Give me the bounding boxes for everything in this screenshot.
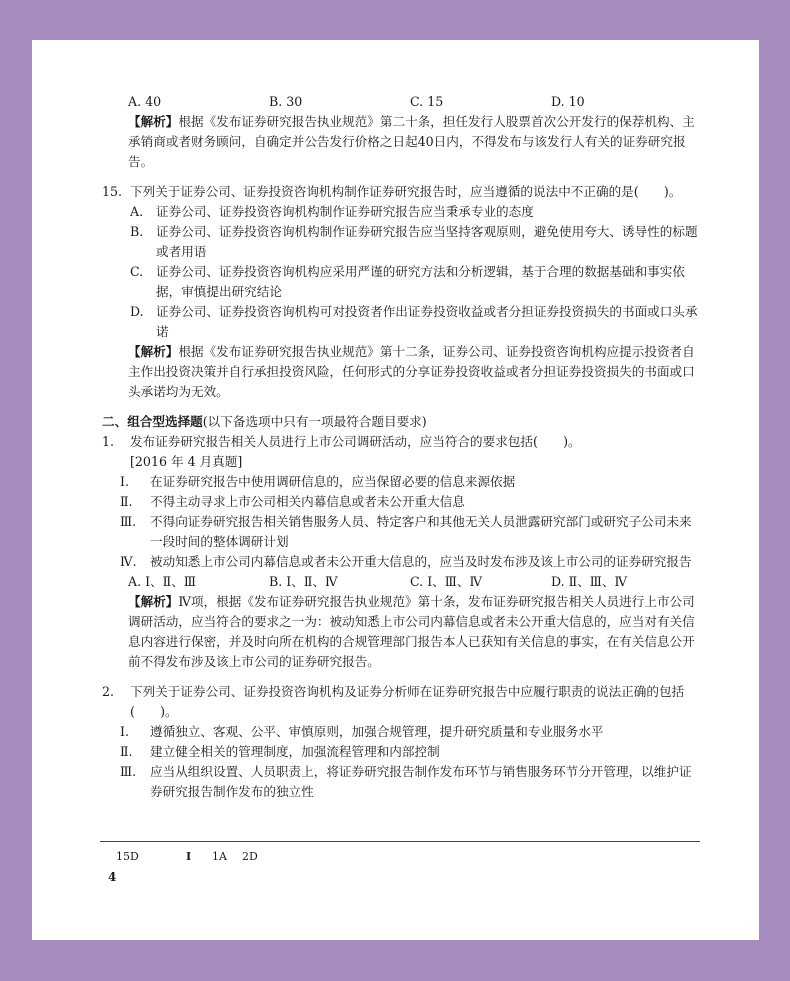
prev-choice-d: D. 10 <box>551 94 585 109</box>
choice-b: B. Ⅰ、Ⅱ、Ⅳ <box>269 574 338 589</box>
analysis-label: 【解析】 <box>128 594 179 609</box>
item-label: Ⅲ. <box>120 514 137 529</box>
footer-divider <box>100 841 700 842</box>
option-label: A. <box>130 204 144 219</box>
question-stem: 下列关于证券公司、证券投资咨询机构制作证券研究报告时，应当遵循的说法中不正确的是( )。 <box>130 184 682 199</box>
prev-analysis <box>102 112 702 172</box>
section-note: (以下备选项中只有一项最符合题目要求) <box>202 414 427 429</box>
answer-1: 1A <box>212 850 227 863</box>
roman-item-1 <box>102 722 702 742</box>
roman-item-2 <box>102 742 702 762</box>
option-label: B. <box>130 224 144 239</box>
option-b <box>102 222 702 262</box>
document-page <box>32 40 759 940</box>
question-stem: 发布证券研究报告相关人员进行上市公司调研活动，应当符合的要求包括( )。 [2016 年 4 月真题] <box>130 434 581 469</box>
combo-question-1 <box>102 432 702 472</box>
question-number: 2. <box>102 684 115 699</box>
analysis-label: 【解析】 <box>128 344 179 359</box>
q15-analysis <box>102 342 702 402</box>
analysis-label: 【解析】 <box>128 114 179 129</box>
prev-choice-b: B. 30 <box>269 94 303 109</box>
question-stem: 下列关于证券公司、证券投资咨询机构及证券分析师在证券研究报告中应履行职责的说法正确的包括( )。 <box>130 684 685 719</box>
section-heading <box>102 412 702 432</box>
choice-c: C. Ⅰ、Ⅲ、Ⅳ <box>410 574 483 589</box>
option-a <box>102 202 702 222</box>
item-label: Ⅰ. <box>120 474 129 489</box>
roman-item-2 <box>102 492 702 512</box>
answer-2: 2D <box>242 850 258 863</box>
question-number: 15. <box>102 184 123 199</box>
item-label: Ⅱ. <box>120 744 133 759</box>
item-text: 被动知悉上市公司内幕信息或者未公开重大信息的，应当及时发布涉及该上市公司的证券研究报告 <box>150 554 692 569</box>
option-text: 证券公司、证券投资咨询机构制作证券研究报告应当坚持客观原则，避免使用夸大、诱导性的标题或者用语 <box>156 224 698 259</box>
prev-choice-c: C. 15 <box>410 94 444 109</box>
roman-item-3 <box>102 762 702 802</box>
choice-d: D. Ⅱ、Ⅲ、Ⅳ <box>551 574 628 589</box>
item-text: 建立健全相关的管理制度，加强流程管理和内部控制 <box>150 744 440 759</box>
option-label: D. <box>130 304 144 319</box>
roman-item-4 <box>102 552 702 572</box>
item-text: 遵循独立、客观、公平、审慎原则，加强合规管理，提升研究质量和专业服务水平 <box>150 724 604 739</box>
prev-analysis-text: 根据《发布证券研究报告执业规范》第二十条，担任发行人股票首次公开发行的保荐机构、主承销商或者财务顾问，自确定并公告发行价格之日起40日内，不得发布与该发行人有关的证券研究报告。 <box>128 114 695 169</box>
roman-item-3 <box>102 512 702 552</box>
cq1-analysis-text: Ⅳ项，根据《发布证券研究报告执业规范》第十条，发布证券研究报告相关人员进行上市公司调研活动，应当符合的要求之一为：被动知悉上市公司内幕信息或者未公开重大信息的，应当对有关信息内容进行保密，并及时向所在机构的合规管理部门报告本人已获知有关信息的事实，在有关信息公开前不得发布涉及该上市公司的证券研究报告。 <box>128 594 695 669</box>
section-marker: Ⅰ <box>186 850 192 863</box>
combo-question-2 <box>102 682 702 722</box>
option-label: C. <box>130 264 144 279</box>
item-text: 应当从组织设置、人员职责上，将证券研究报告制作发布环节与销售服务环节分开管理，以维护证券研究报告制作发布的独立性 <box>150 764 692 799</box>
item-text: 不得主动寻求上市公司相关内幕信息或者未公开重大信息 <box>150 494 465 509</box>
option-d <box>102 302 702 342</box>
item-text: 在证券研究报告中使用调研信息的，应当保留必要的信息来源依据 <box>150 474 516 489</box>
cq1-choices <box>102 572 702 592</box>
item-label: Ⅳ. <box>120 554 137 569</box>
item-label: Ⅲ. <box>120 764 137 779</box>
cq1-analysis <box>102 592 702 672</box>
question-number: 1. <box>102 434 115 449</box>
choice-a: A. Ⅰ、Ⅱ、Ⅲ <box>128 574 196 589</box>
option-text: 证券公司、证券投资咨询机构制作证券研究报告应当秉承专业的态度 <box>156 204 534 219</box>
option-c <box>102 262 702 302</box>
question-15 <box>102 182 702 202</box>
page-number: 4 <box>108 870 117 884</box>
answer-footer <box>116 850 272 863</box>
page-content <box>102 92 702 802</box>
answer-15: 15D <box>116 850 139 863</box>
exam-tag: [2016 年 4 月真题] <box>130 454 243 469</box>
option-text: 证券公司、证券投资咨询机构应采用严谨的研究方法和分析逻辑，基于合理的数据基础和事实依据，审慎提出研究结论 <box>156 264 685 299</box>
roman-item-1 <box>102 472 702 492</box>
item-text: 不得向证券研究报告相关销售服务人员、特定客户和其他无关人员泄露研究部门或研究子公司未来一段时间的整体调研计划 <box>150 514 692 549</box>
item-label: Ⅱ. <box>120 494 133 509</box>
option-text: 证券公司、证券投资咨询机构可对投资者作出证券投资收益或者分担证券投资损失的书面或口头承诺 <box>156 304 698 339</box>
prev-choices <box>102 92 702 112</box>
section-title: 二、组合型选择题 <box>102 414 203 429</box>
q15-analysis-text: 根据《发布证券研究报告执业规范》第十二条，证券公司、证券投资咨询机构应提示投资者自主作出投资决策并自行承担投资风险，任何形式的分享证券投资收益或者分担证券投资损失的书面或口头承诺均为无效。 <box>128 344 695 399</box>
item-label: Ⅰ. <box>120 724 129 739</box>
prev-choice-a: A. 40 <box>128 94 162 109</box>
